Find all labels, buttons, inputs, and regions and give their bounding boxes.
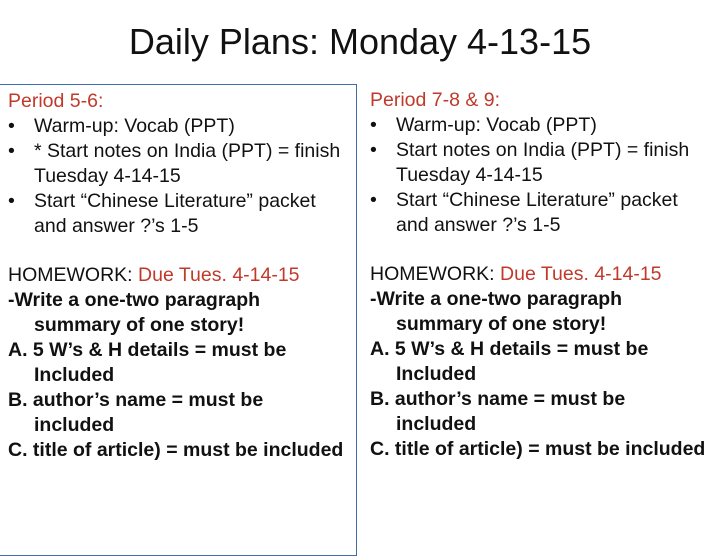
plan-list [370,113,710,238]
list-item: • Start “Chinese Literature” packet and answer ?’s 1-5 [8,190,316,237]
homework-label: HOMEWORK: [8,264,133,286]
homework-line: C. title of article) = must be included [370,438,706,460]
period-heading: Period 5-6: [8,90,104,112]
bullet-icon: • [8,190,15,212]
bullet-icon: • [370,189,377,211]
page-title: Daily Plans: Monday 4-13-15 [128,21,592,62]
column-period-5-6 [0,84,357,556]
homework-heading [370,262,710,287]
bullet-icon: • [8,115,15,137]
homework-section [370,262,710,462]
plan-list [8,114,348,239]
homework-section [8,263,348,463]
column-period-7-8-9 [362,84,718,554]
homework-label: HOMEWORK: [370,263,495,285]
list-item: • Warm-up: Vocab (PPT) [8,115,235,137]
homework-due-date: Due Tues. 4-14-15 [138,264,300,286]
bullet-icon: • [8,140,15,162]
homework-line: A. 5 W’s & H details = must be Included [370,338,649,385]
homework-line: -Write a one-two paragraph summary of one story! [370,288,623,335]
list-item: • Start “Chinese Literature” packet and answer ?’s 1-5 [370,189,678,236]
homework-line: A. 5 W’s & H details = must be Included [8,339,287,386]
homework-line: B. author’s name = must be included [370,388,626,435]
homework-heading [8,263,348,288]
list-item: • * Start notes on India (PPT) = finish Tuesday 4-14-15 [8,140,341,187]
homework-due-date: Due Tues. 4-14-15 [500,263,662,285]
bullet-icon: • [370,114,377,136]
list-item: • Warm-up: Vocab (PPT) [370,114,597,136]
homework-line: C. title of article) = must be included [8,439,344,461]
homework-line: B. author’s name = must be included [8,389,264,436]
homework-line: -Write a one-two paragraph summary of one story! [8,289,261,336]
bullet-icon: • [370,139,377,161]
list-item: • Start notes on India (PPT) = finish Tuesday 4-14-15 [370,139,690,186]
period-heading: Period 7-8 & 9: [370,89,501,111]
